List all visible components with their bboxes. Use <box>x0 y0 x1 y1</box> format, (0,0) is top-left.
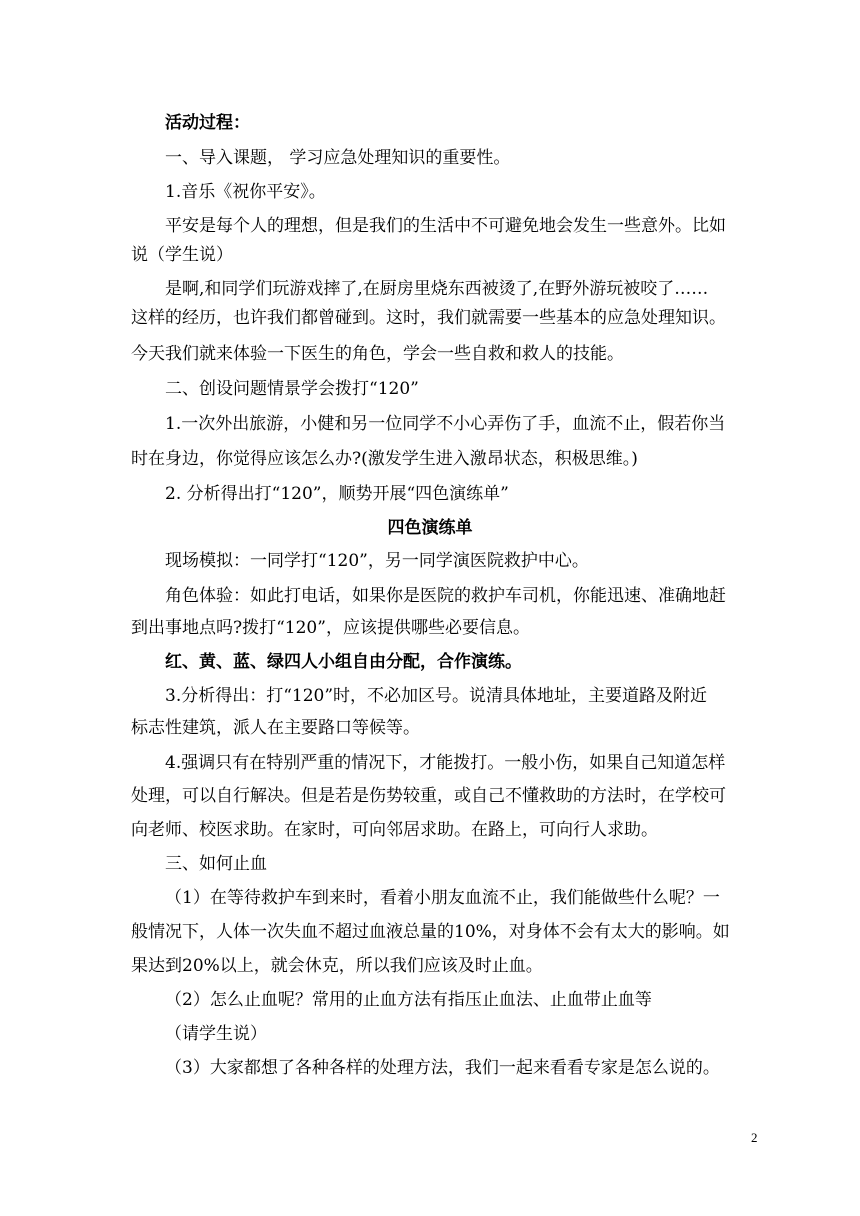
paragraph-line: 标志性建筑，派人在主要路口等候等。 <box>131 718 420 738</box>
paragraph: 一、导入课题， 学习应急处理知识的重要性。 <box>165 148 511 168</box>
paragraph: （3）大家都想了各种各样的处理方法，我们一起来看看专家是怎么说的。 <box>165 1058 720 1078</box>
paragraph-line: 向老师、校医求助。在家时，可向邻居求助。在路上，可向行人求助。 <box>131 820 658 840</box>
centered-title: 四色演练单 <box>387 518 473 538</box>
paragraph: （请学生说） <box>165 1024 267 1044</box>
section-heading: 活动过程： <box>165 113 250 133</box>
paragraph: 现场模拟：一同学打“120”，另一同学演医院救护中心。 <box>165 551 589 571</box>
paragraph-line: 角色体验：如此打电话，如果你是医院的救护车司机，你能迅速、准确地赶 <box>165 586 726 606</box>
paragraph-line: 1.一次外出旅游，小健和另一位同学不小心弄伤了手，血流不止，假若你当 <box>165 414 726 434</box>
bold-paragraph: 红、黄、蓝、绿四人小组自由分配，合作演练。 <box>165 652 522 672</box>
paragraph-line: 说（学生说） <box>131 245 233 265</box>
paragraph-line: 时在身边，你觉得应该怎么办?(激发学生进入激昂状态，积极思维。) <box>131 449 638 469</box>
paragraph-line: 是啊,和同学们玩游戏摔了,在厨房里烧东西被烫了,在野外游玩被咬了…… <box>165 279 709 299</box>
paragraph-line: 4.强调只有在特别严重的情况下，才能拨打。一般小伤，如果自己知道怎样 <box>165 753 726 773</box>
paragraph-line: 般情况下，人体一次失血不超过血液总量的10%，对身体不会有太大的影响。如 <box>131 922 730 942</box>
paragraph: 1.音乐《祝你平安》。 <box>165 182 326 202</box>
paragraph: 2. 分析得出打“120”，顺势开展“四色演练单” <box>165 484 509 504</box>
paragraph-line: 到出事地点吗?拨打“120”，应该提供哪些必要信息。 <box>131 618 530 638</box>
page-number: 2 <box>751 1130 758 1145</box>
paragraph: 二、创设问题情景学会拨打“120” <box>165 379 419 399</box>
paragraph-line: 果达到20%以上，就会休克，所以我们应该及时止血。 <box>131 956 543 976</box>
paragraph-line: 平安是每个人的理想，但是我们的生活中不可避免地会发生一些意外。比如 <box>165 216 726 236</box>
paragraph-line: 今天我们就来体验一下医生的角色，学会一些自救和救人的技能。 <box>131 344 624 364</box>
paragraph: （2）怎么止血呢？常用的止血方法有指压止血法、止血带止血等 <box>165 990 652 1010</box>
paragraph-line: 3.分析得出：打“120”时，不必加区号。说清具体地址，主要道路及附近 <box>165 686 708 706</box>
paragraph: 三、如何止血 <box>165 854 267 874</box>
paragraph-line: （1）在等待救护车到来时，看着小朋友血流不止，我们能做些什么呢？一 <box>165 888 720 908</box>
paragraph-line: 这样的经历，也许我们都曾碰到。这时，我们就需要一些基本的应急处理知识。 <box>131 308 726 328</box>
paragraph-line: 处理，可以自行解决。但是若是伤势较重，或自己不懂救助的方法时，在学校可 <box>131 786 726 806</box>
